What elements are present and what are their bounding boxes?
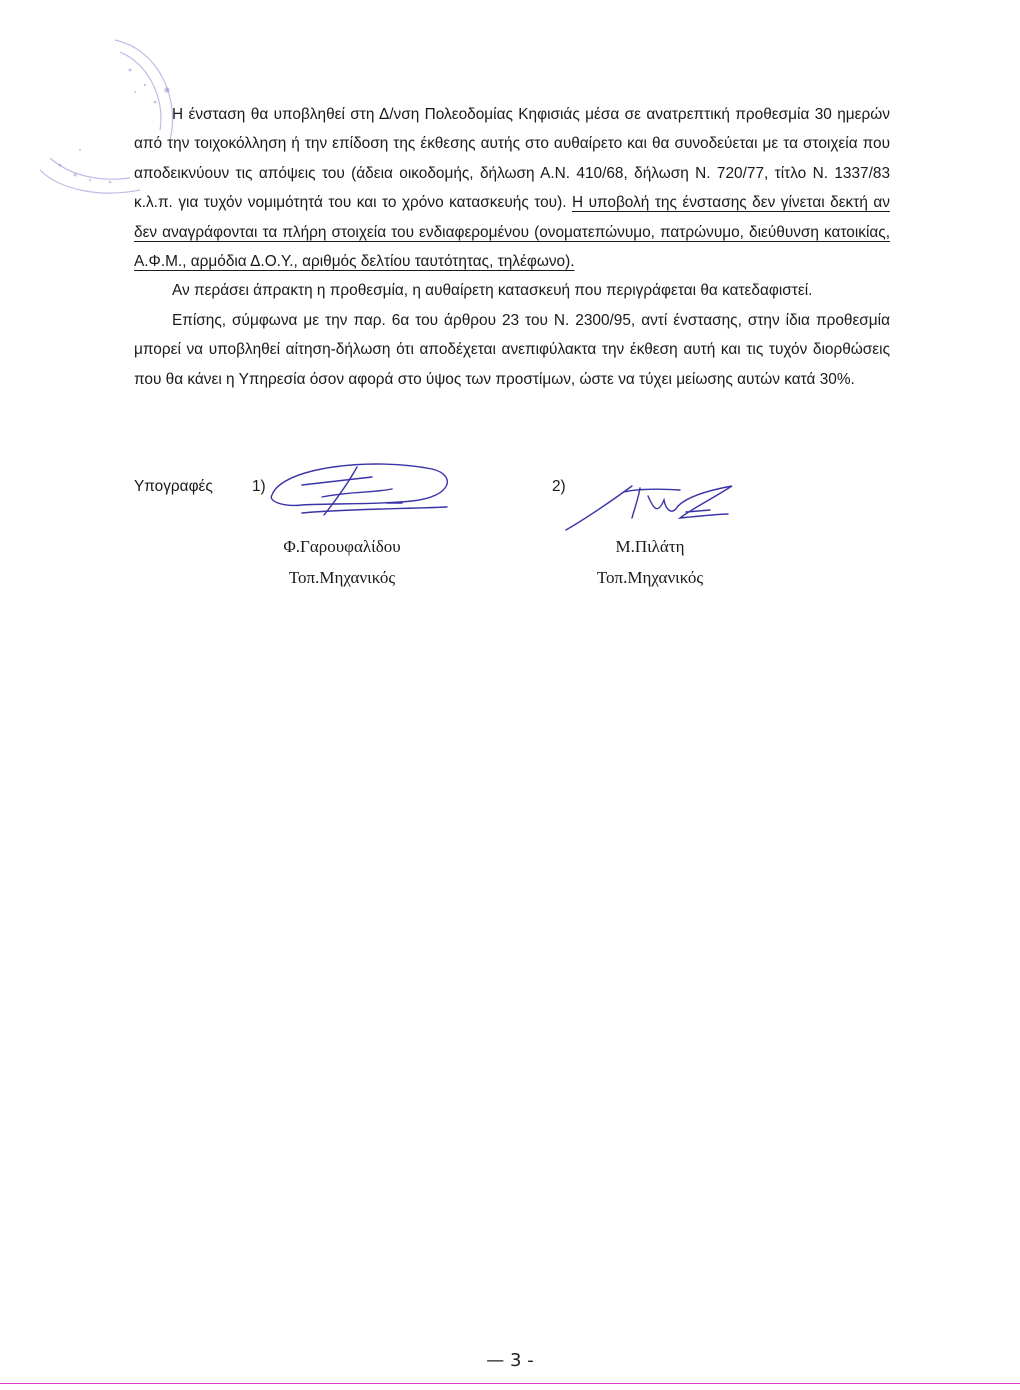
signature-1-graphic [262, 455, 462, 525]
paragraph-objection [134, 100, 890, 276]
objection-requirements-underlined: Η υποβολή της ένστασης δεν γίνεται δεκτή αν δεν αναγράφονται τα πλήρη στοιχεία του ενδιαφερομένου (ονοματεπώνυμο, πατρώνυμο, διεύθυνση κατοικίας, Α.Φ.Μ., αρμόδια Δ.Ο.Υ., αριθμός δελτίου ταυτότητας, τηλέφωνο). [134, 194, 890, 271]
signer-2-title: Τοπ.Μηχανικός [596, 568, 704, 587]
paragraph-demolition: Αν περάσει άπρακτη η προθεσμία, η αυθαίρετη κατασκευή που περιγράφεται θα κατεδαφιστεί. [172, 282, 813, 300]
paragraph-reduction: Επίσης, σύμφωνα με την παρ. 6α του άρθρου 23 του Ν. 2300/95, αντί ένστασης, στην ίδια προθεσμία μπορεί να υποβληθεί αίτηση-δήλωση ότι αποδέχεται ανεπιφύλακτα την έκθεση αυτή και τις τυχόν διορθώσεις που θα κάνει η Υπηρεσία όσον αφορά στο ύψος των προστίμων, ώστε να τύχει μείωσης αυτών κατά 30%. [134, 311, 890, 388]
notice-body [134, 100, 890, 394]
signer-1-number: 1) [252, 478, 266, 495]
signature-2-graphic [560, 470, 740, 536]
bottom-rule [0, 1383, 1020, 1384]
signer-1-name: Φ.Γαρουφαλίδου [283, 537, 401, 556]
page-number: — 3 - [486, 1350, 534, 1371]
signatures-label: Υπογραφές [134, 478, 213, 495]
objection-text: Η ένσταση θα υποβληθεί στη Δ/νση Πολεοδομίας Κηφισιάς μέσα σε ανατρεπτική προθεσμία 30 ημερών από την τοιχοκόλληση ή την επίδοση της έκθεσης αυτής στο αυθαίρετο και θα συνοδεύεται με τα στοιχεία που αποδεικνύουν τις απόψεις του (άδεια οικοδομής, δήλωση Α.Ν. 410/68, δήλωση Ν. 720/77, τίτλο Ν. 1337/83 κ.λ.π. για τυχόν νομιμότητά του και το χρόνο κατασκευής του). [134, 106, 890, 212]
signer-2-number: 2) [552, 478, 566, 495]
signer-2-name: Μ.Πιλάτη [615, 537, 685, 556]
signer-1-title: Τοπ.Μηχανικός [288, 568, 396, 587]
